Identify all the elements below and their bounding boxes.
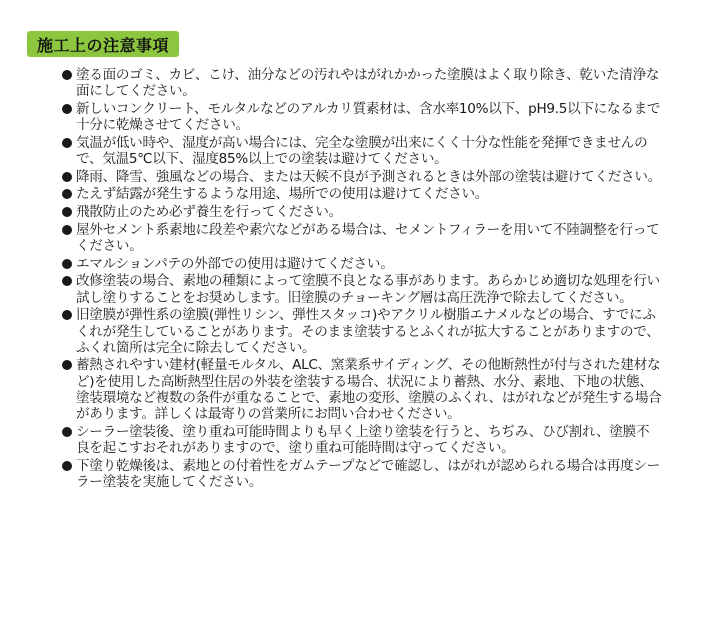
list-item: [62, 424, 662, 456]
list-item: [62, 204, 662, 220]
bullet-icon: [62, 259, 72, 269]
section-title: 施工上の注意事項: [27, 31, 179, 57]
precautions-list: [62, 67, 662, 492]
bullet-icon: [62, 207, 72, 217]
list-item: [62, 273, 662, 305]
note-text: 旧塗膜が弾性系の塗膜(弾性リシン、弾性スタッコ)やアクリル樹脂エナメルなどの場合、すでにふくれが発生していることがあります。そのまま塗装するとふくれが拡大することがありますので、ふくれ箇所は完全に除去してください。: [76, 307, 660, 356]
list-item: [62, 169, 662, 185]
bullet-icon: [62, 104, 72, 114]
bullet-icon: [62, 310, 72, 320]
bullet-icon: [62, 461, 72, 471]
list-item: [62, 67, 662, 99]
bullet-icon: [62, 276, 72, 286]
list-item: [62, 307, 662, 356]
note-text: 気温が低い時や、湿度が高い場合には、完全な塗膜が出来にくく十分な性能を発揮できませんので、気温5℃以下、湿度85%以上での塗装は避けてください。: [76, 134, 648, 168]
note-text: 下塗り乾燥後は、素地との付着性をガムテープなどで確認し、はがれが認められる場合は再度シーラー塗装を実施してください。: [76, 457, 660, 490]
bullet-icon: [62, 172, 72, 182]
note-text: エマルションパテの外部での使用は避けてください。: [76, 255, 394, 272]
list-item: [62, 256, 662, 272]
list-item: [62, 458, 662, 490]
bullet-icon: [62, 360, 72, 370]
list-item: [62, 222, 662, 254]
note-text: シーラー塗装後、塗り重ね可能時間よりも早く上塗り塗装を行うと、ちぢみ、ひび割れ、塗膜不良を起こすおそれがありますので、塗り重ね可能時間は守ってください。: [76, 423, 650, 456]
note-text: 屋外セメント系素地に段差や素穴などがある場合は、セメントフィラーを用いて不陸調整を行ってください。: [76, 221, 660, 255]
list-item: [62, 135, 662, 167]
bullet-icon: [62, 138, 72, 148]
note-text: 改修塗装の場合、素地の種類によって塗膜不良となる事があります。あらかじめ適切な処理を行い試し塗りすることをお奨めします。旧塗膜のチョーキング層は高圧洗浄で除去してください。: [76, 273, 660, 306]
list-item: [62, 186, 662, 202]
list-item: [62, 101, 662, 133]
bullet-icon: [62, 225, 72, 235]
note-text: 塗る面のゴミ、カビ、こけ、油分などの汚れやはがれかかった塗膜はよく取り除き、乾いた清浄な面にしてください。: [76, 67, 660, 100]
bullet-icon: [62, 427, 72, 437]
bullet-icon: [62, 70, 72, 80]
list-item: [62, 357, 662, 422]
note-text: 降雨、降雪、強風などの場合、または天候不良が予測されるときは外部の塗装は避けてください。: [76, 168, 661, 185]
bullet-icon: [62, 189, 72, 199]
note-text: 蓄熱されやすい建材(軽量モルタル、ALC、窯業系サイディング、その他断熱性が付与された建材など)を使用した高断熱型住居の外装を塗装する場合、状況により蓄熱、水分、素地、下地の状態、塗装環境など複数の条件が重なることで、素地の変形、塗膜のふくれ、はがれなどが発生する場合があります。詳しくは最寄りの営業所にお問い合わせください。: [76, 357, 662, 423]
note-text: 新しいコンクリート、モルタルなどのアルカリ質素材は、含水率10%以下、pH9.5以下になるまで十分に乾燥させてください。: [76, 100, 661, 134]
note-text: 飛散防止のため必ず養生を行ってください。: [76, 204, 342, 221]
note-text: たえず結露が発生するような用途、場所での使用は避けてください。: [76, 186, 489, 203]
